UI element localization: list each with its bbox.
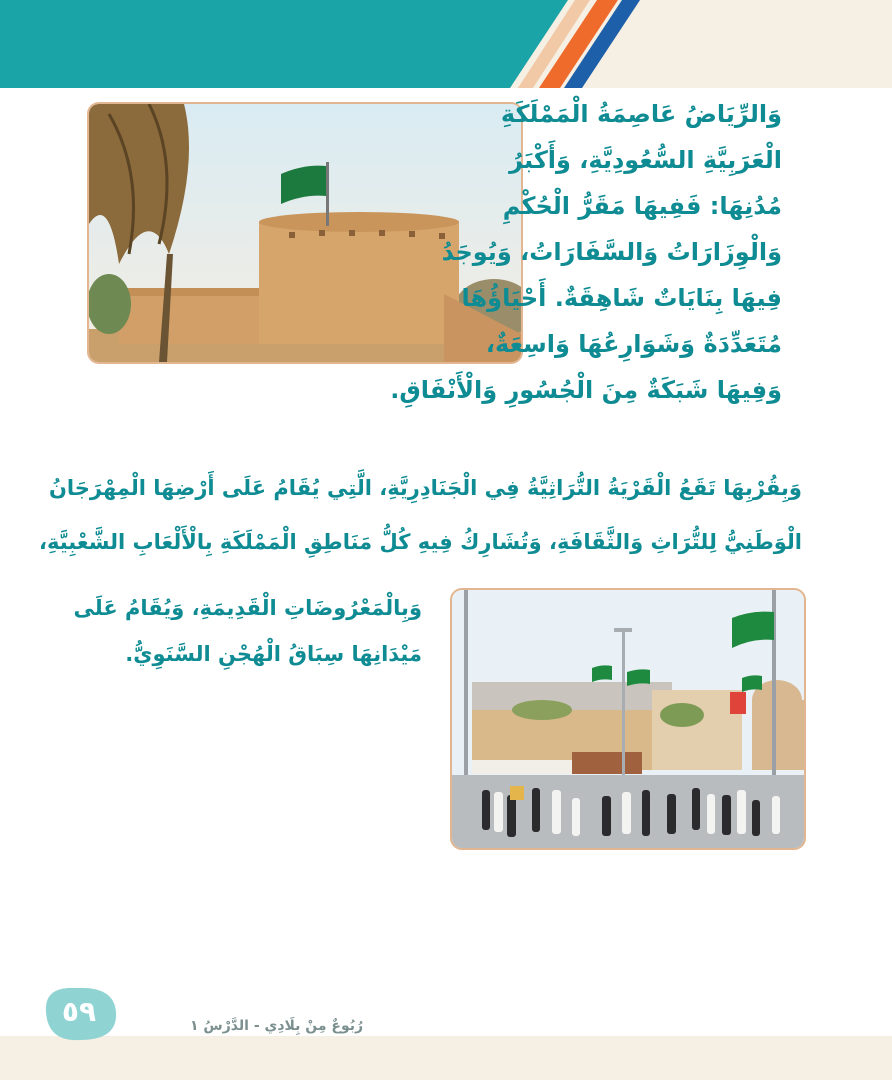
paragraph-riyadh bbox=[390, 100, 782, 460]
paragraph-line: وَالرِّيَاضُ عَاصِمَةُ الْمَمْلَكَةِ bbox=[500, 100, 782, 128]
footer-band bbox=[0, 1036, 892, 1080]
paragraph-line: مُتَعَدِّدَةٌ وَشَوَارِعُهَا وَاسِعَةٌ، bbox=[485, 330, 782, 358]
paragraph-line: الْوَطَنِيُّ لِلتُّرَاثِ وَالثَّقَافَةِ، وَتُشَارِكُ فِيهِ كُلُّ مَنَاطِقِ الْمَمْلَكَةِ بِالْأَلْعَابِ الشَّعْبِيَّةِ، bbox=[39, 530, 802, 554]
lesson-label: رُبُوعٌ مِنْ بِلَادِي - الدَّرْسُ ١ bbox=[190, 1018, 364, 1034]
paragraph-line: وَفِيهَا شَبَكَةٌ مِنَ الْجُسُورِ وَالْأَنْفَاقِ. bbox=[390, 376, 782, 404]
photo-janadriyah-festival bbox=[450, 588, 806, 850]
paragraph-line: وَالْوِزَارَاتُ وَالسَّفَارَاتُ، وَيُوجَدُ bbox=[441, 238, 782, 266]
paragraph-line: مَيْدَانِهَا سِبَاقُ الْهُجْنِ السَّنَوِيُّ. bbox=[125, 642, 422, 666]
paragraph-line: فِيهَا بِنَايَاتٌ شَاهِقَةٌ. أَحْيَاؤُهَا bbox=[461, 284, 782, 312]
paragraph-line: وَبِقُرْبِهَا تَقَعُ الْقَرْيَةُ التُّرَاثِيَّةُ فِي الْجَنَادِرِيَّةِ، الَّتِي يُقَامُ عَلَى أَرْضِهَا الْمِهْرَجَانُ bbox=[48, 476, 802, 500]
paragraph-line: مُدُنِهَا: فَفِيهَا مَقَرُّ الْحُكْمِ bbox=[502, 192, 782, 220]
paragraph-line: الْعَرَبِيَّةِ السُّعُودِيَّةِ، وَأَكْبَرُ bbox=[509, 146, 782, 174]
page-number: ٥٩ bbox=[61, 995, 97, 1028]
header-decoration bbox=[0, 0, 892, 88]
paragraph-line: وَبِالْمَعْرُوضَاتِ الْقَدِيمَةِ، وَيُقَامُ عَلَى bbox=[73, 596, 422, 620]
